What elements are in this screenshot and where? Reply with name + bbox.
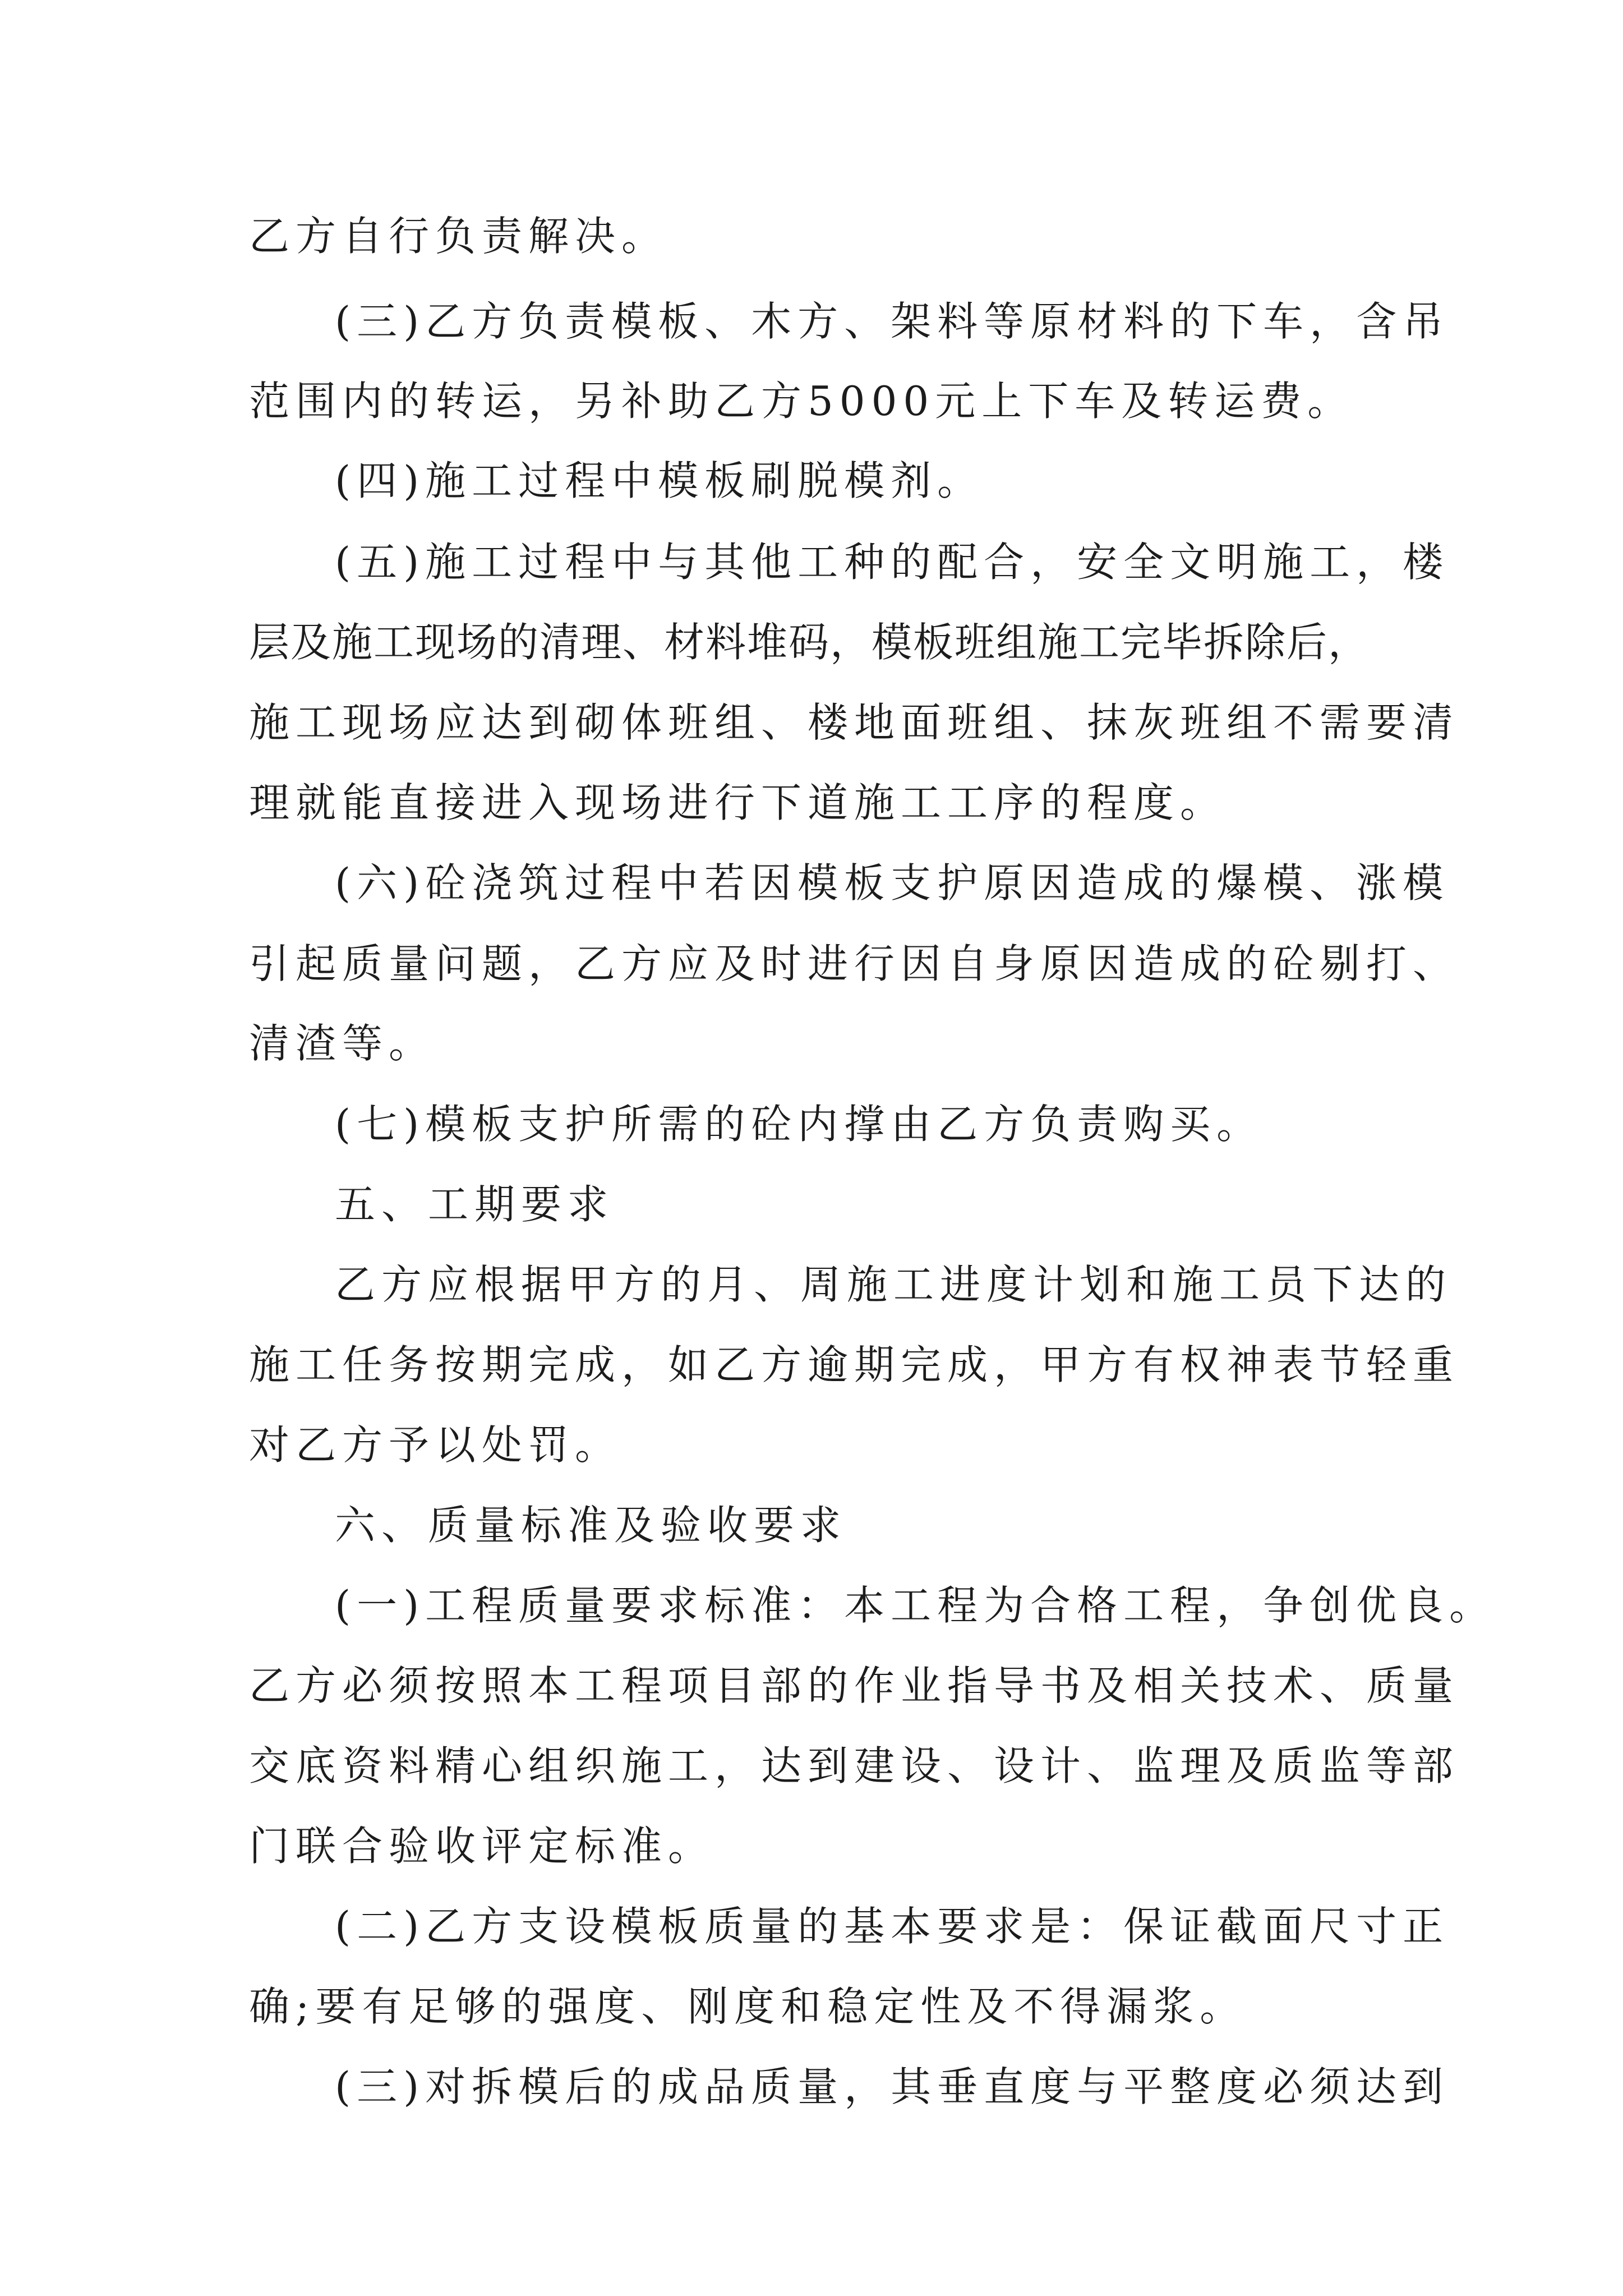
text-line: 乙方自行负责解决。 (249, 213, 668, 260)
text-line: 理就能直接进入现场进行下道施工工序的程度。 (249, 779, 1227, 826)
text-line: 范围内的转运，另补助乙方5000元上下车及转运费。 (249, 378, 1354, 425)
text-line: (六)砼浇筑过程中若因模板支护原因造成的爆模、涨模 (335, 859, 1450, 907)
text-line: (四)施工过程中模板刷脱模剂。 (335, 457, 984, 504)
text-line: 对乙方予以处罚。 (249, 1421, 622, 1469)
text-line: 层及施工现场的清理、材料堆码，模板班组施工完毕拆除后， (249, 619, 1370, 666)
text-line: (一)工程质量要求标准：本工程为合格工程，争创优良。 (335, 1582, 1496, 1629)
text-line: 交底资料精心组织施工，达到建设、设计、监理及质监等部 (249, 1742, 1460, 1789)
text-line: (二)乙方支设模板质量的基本要求是：保证截面尺寸正 (335, 1903, 1450, 1950)
text-line: (五)施工过程中与其他工种的配合，安全文明施工，楼 (335, 539, 1450, 586)
text-line: (七)模板支护所需的砼内撑由乙方负责购买。 (335, 1101, 1264, 1148)
section-heading: 六、质量标准及验收要求 (335, 1502, 847, 1549)
text-line: 门联合验收评定标准。 (249, 1823, 715, 1870)
text-line: 乙方应根据甲方的月、周施工进度计划和施工员下达的 (335, 1261, 1453, 1308)
text-line: 引起质量问题，乙方应及时进行因自身原因造成的砼剔打、 (249, 940, 1460, 987)
text-line: 确;要有足够的强度、刚度和稳定性及不得漏浆。 (249, 1983, 1247, 2030)
text-line: (三)乙方负责模板、木方、架料等原材料的下车，含吊 (335, 298, 1450, 345)
text-line: 清渣等。 (249, 1020, 436, 1067)
text-line: 乙方必须按照本工程项目部的作业指导书及相关技术、质量 (249, 1662, 1460, 1709)
text-line: 施工任务按期完成，如乙方逾期完成，甲方有权神表节轻重 (249, 1341, 1460, 1388)
text-line: (三)对拆模后的成品质量，其垂直度与平整度必须达到 (335, 2063, 1450, 2110)
text-line: 施工现场应达到砌体班组、楼地面班组、抹灰班组不需要清 (249, 699, 1460, 746)
section-heading: 五、工期要求 (335, 1181, 615, 1228)
